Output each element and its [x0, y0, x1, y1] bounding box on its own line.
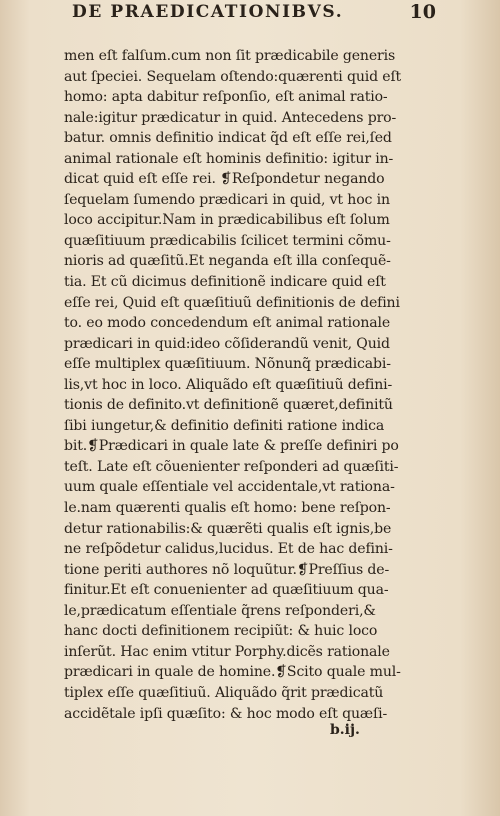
text-line: tia. Et cũ dicimus definitionẽ indicare quid eſt [64, 274, 386, 291]
page-header [72, 1, 436, 32]
page-number: 10 [409, 1, 436, 23]
text-line: batur. omnis definitio indicat q̃d eſt eſſe rei,ſed [64, 130, 392, 147]
text-line: uum quale eſſentiale vel accidentale,vt rationa- [64, 479, 395, 496]
text-line: nioris ad quæſitũ.Et neganda eſt illa conſequẽ- [64, 253, 391, 270]
text-line: quæſitiuum prædicabilis ſcilicet termini cõmu- [64, 232, 391, 249]
text-line: detur rationabilis:& quærẽti qualis eſt ignis,be [64, 520, 392, 537]
text-line: le,prædicatum eſſentiale q̃rens reſponderi,& [64, 602, 376, 619]
text-line: aut ſpeciei. Sequelam oſtendo:quærenti quid eſt [64, 68, 402, 85]
text-line: homo: apta dabitur reſponſio, eſt animal ratio- [64, 89, 388, 106]
text-line: teſt. Late eſt cõuenienter reſponderi ad quæſiti- [64, 458, 399, 475]
text-line: tione periti authores nõ loquũtur.❡Preſſius de- [64, 561, 390, 578]
text-line: eſſe rei, Quid eſt quæſitiuũ definitionis de defini [64, 294, 400, 311]
text-line: dicat quid eſt eſſe rei. ❡Reſpondetur negando [64, 171, 385, 188]
text-line: loco accipitur.Nam in prædicabilibus eſt ſolum [64, 212, 390, 229]
text-line: hanc docti definitionem recipiũt: & huic loco [64, 623, 378, 640]
text-line: animal rationale eſt hominis definitio: igitur in- [64, 150, 394, 167]
text-line: ne reſpõdetur calidus,lucidus. Et de hac defini- [64, 541, 393, 558]
text-line: tiplex eſſe quæſitiuũ. Aliquãdo q̃rit prædicatũ [64, 684, 384, 701]
text-line: ſequelam ſumendo prædicari in quid, vt hoc in [64, 191, 390, 208]
text-block [64, 46, 416, 724]
text-line: men eſt falſum.cum non ſit prædicabile generis [64, 48, 396, 64]
text-line: le.nam quærenti qualis eſt homo: bene reſpon- [64, 500, 391, 517]
text-line: inſerũt. Hac enim vtitur Porphy.dicẽs rationale [64, 643, 390, 660]
text-line: finitur.Et eſt conuenienter ad quæſitiuum qua- [64, 582, 389, 599]
text-line: nale:igitur prædicatur in quid. Antecedens pro- [64, 109, 397, 126]
text-line: prædicari in quid:ideo cõſiderandũ venit, Quid [64, 335, 390, 352]
text-line: ſibi iungetur,& definitio definiti ratione indica [64, 417, 385, 434]
text-line: tionis de definito.vt definitionẽ quæret,definitũ [64, 397, 393, 414]
text-line: accidẽtale ipſi quæſito: & hoc modo eſt quæſi- [64, 705, 388, 722]
text-line: lis,vt hoc in loco. Aliquãdo eſt quæſitiuũ defini- [64, 376, 393, 393]
running-head: DE PRAEDICATIONIBVS. [72, 2, 344, 22]
text-line: to. eo modo concedendum eſt animal rationale [64, 315, 391, 332]
text-line: prædicari in quale de homine.❡Scito quale mul- [64, 664, 401, 681]
signature-mark: b.ij. [330, 722, 360, 738]
text-line: eſſe multiplex quæſitiuum. Nõnunq̃ prædicabi- [64, 356, 391, 373]
text-line: bit.❡Prædicari in quale late & preſſe definiri po [64, 438, 399, 455]
